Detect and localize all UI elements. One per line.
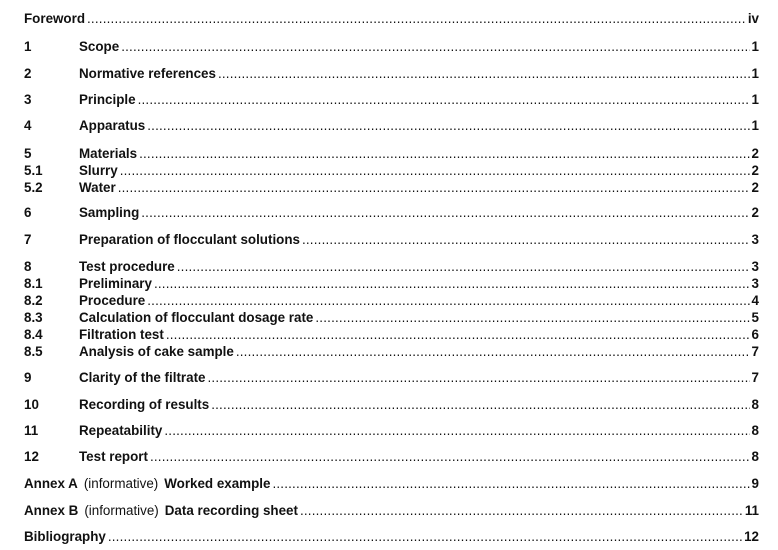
toc-entry-test-report[interactable] — [24, 449, 759, 465]
toc-entry-page: 3 — [751, 232, 759, 247]
toc-entry-clarity[interactable] — [24, 370, 759, 386]
toc-entry-calculation[interactable] — [24, 310, 759, 326]
toc-entry-number: 5.2 — [24, 180, 43, 195]
toc-entry-analysis[interactable] — [24, 344, 759, 360]
toc-entry-title: Repeatability — [79, 423, 163, 438]
toc-leader-dots — [154, 276, 750, 292]
toc-entry-page: 12 — [744, 529, 759, 544]
toc-entry-title: Materials — [79, 146, 138, 161]
toc-entry-normative-references[interactable] — [24, 66, 759, 82]
toc-leader-dots — [87, 11, 746, 27]
toc-entry-number: 11 — [24, 423, 39, 438]
toc-entry-number: 5.1 — [24, 163, 43, 178]
toc-entry-number: 12 — [24, 449, 39, 464]
toc-leader-dots — [150, 449, 750, 465]
toc-leader-dots — [138, 92, 750, 108]
toc-entry-title: Test report — [79, 449, 148, 464]
toc-entry-materials[interactable] — [24, 146, 759, 162]
toc-entry-bibliography[interactable] — [24, 529, 759, 545]
toc-entry-foreword[interactable] — [24, 11, 759, 27]
toc-leader-dots — [272, 476, 749, 492]
toc-entry-page: 1 — [751, 92, 759, 107]
toc-leader-dots — [208, 370, 750, 386]
toc-leader-dots — [218, 66, 750, 82]
toc-entry-slurry[interactable] — [24, 163, 759, 179]
toc-entry-filtration-test[interactable] — [24, 327, 759, 343]
toc-entry-annex-b[interactable] — [24, 503, 759, 519]
toc-leader-dots — [177, 259, 750, 275]
toc-entry-page: 8 — [751, 423, 759, 438]
toc-leader-dots — [108, 529, 742, 545]
toc-entry-page: 3 — [751, 276, 759, 291]
toc-entry-number: 8.5 — [24, 344, 43, 359]
annex-label: Annex B — [24, 503, 79, 518]
toc-entry-number: 8.4 — [24, 327, 43, 342]
toc-entry-number: 3 — [24, 92, 32, 107]
toc-leader-dots — [118, 180, 750, 196]
toc-entry-page: iv — [747, 11, 759, 26]
toc-entry-title: Recording of results — [79, 397, 210, 412]
toc-entry-page: 2 — [751, 163, 759, 178]
toc-entry-page: 4 — [751, 293, 759, 308]
toc-leader-dots — [139, 146, 749, 162]
toc-entry-preparation[interactable] — [24, 232, 759, 248]
toc-leader-dots — [300, 503, 743, 519]
toc-entry-preliminary[interactable] — [24, 276, 759, 292]
toc-entry-title: Preparation of flocculant solutions — [79, 232, 300, 247]
toc-entry-page: 7 — [751, 344, 759, 359]
toc-entry-recording[interactable] — [24, 397, 759, 413]
toc-entry-apparatus[interactable] — [24, 118, 759, 134]
toc-entry-title: Worked example — [164, 476, 271, 491]
toc-entry-number: 8 — [24, 259, 32, 274]
toc-entry-page: 2 — [751, 205, 759, 220]
toc-entry-page: 2 — [751, 180, 759, 195]
toc-entry-title: Slurry — [79, 163, 118, 178]
annex-note: (informative) — [83, 476, 159, 491]
toc-entry-page: 2 — [751, 146, 759, 161]
toc-entry-water[interactable] — [24, 180, 759, 196]
toc-entry-page: 5 — [751, 310, 759, 325]
toc-entry-procedure[interactable] — [24, 293, 759, 309]
toc-leader-dots — [120, 163, 750, 179]
toc-entry-title: Analysis of cake sample — [79, 344, 234, 359]
toc-entry-title: Calculation of flocculant dosage rate — [79, 310, 314, 325]
toc-entry-repeatability[interactable] — [24, 423, 759, 439]
toc-entry-title: Normative references — [79, 66, 216, 81]
toc-entry-number: 9 — [24, 370, 32, 385]
toc-leader-dots — [302, 232, 750, 248]
toc-entry-principle[interactable] — [24, 92, 759, 108]
toc-entry-title: Data recording sheet — [164, 503, 298, 518]
toc-entry-title: Preliminary — [79, 276, 152, 291]
toc-leader-dots — [121, 39, 749, 55]
toc-leader-dots — [315, 310, 749, 326]
toc-entry-title: Bibliography — [24, 529, 106, 544]
annex-note: (informative) — [84, 503, 159, 518]
toc-entry-page: 1 — [751, 118, 759, 133]
toc-entry-number: 8.2 — [24, 293, 43, 308]
toc-leader-dots — [147, 293, 749, 309]
toc-entry-title: Foreword — [24, 11, 86, 26]
toc-entry-number: 8.1 — [24, 276, 43, 291]
toc-entry-annex-a[interactable] — [24, 476, 759, 492]
toc-entry-page: 1 — [751, 39, 759, 54]
toc-entry-number: 5 — [24, 146, 32, 161]
toc-leader-dots — [147, 118, 749, 134]
toc-entry-page: 6 — [751, 327, 759, 342]
toc-leader-dots — [166, 327, 750, 343]
toc-entry-number: 1 — [24, 39, 32, 54]
toc-entry-title: Clarity of the filtrate — [79, 370, 206, 385]
toc-entry-title: Water — [79, 180, 116, 195]
toc-entry-number: 6 — [24, 205, 32, 220]
toc-leader-dots — [141, 205, 749, 221]
toc-entry-sampling[interactable] — [24, 205, 759, 221]
toc-entry-scope[interactable] — [24, 39, 759, 55]
toc-leader-dots — [164, 423, 749, 439]
toc-entry-number: 8.3 — [24, 310, 43, 325]
toc-entry-test-procedure[interactable] — [24, 259, 759, 275]
toc-entry-page: 8 — [751, 449, 759, 464]
toc-entry-page: 8 — [751, 397, 759, 412]
toc-entry-title: Apparatus — [79, 118, 146, 133]
toc-entry-number: 2 — [24, 66, 32, 81]
toc-entry-title: Procedure — [79, 293, 146, 308]
toc-entry-page: 9 — [751, 476, 759, 491]
toc-entry-page: 11 — [744, 503, 759, 518]
toc-entry-number: 7 — [24, 232, 32, 247]
toc-entry-title: Filtration test — [79, 327, 164, 342]
toc-entry-page: 7 — [751, 370, 759, 385]
toc-entry-title: Scope — [79, 39, 120, 54]
toc-entry-number: 10 — [24, 397, 39, 412]
toc-entry-title: Sampling — [79, 205, 140, 220]
toc-leader-dots — [211, 397, 749, 413]
annex-label: Annex A — [24, 476, 78, 491]
toc-entry-number: 4 — [24, 118, 32, 133]
toc-entry-page: 1 — [751, 66, 759, 81]
toc-entry-title: Test procedure — [79, 259, 175, 274]
toc-leader-dots — [236, 344, 750, 360]
toc-entry-title: Principle — [79, 92, 136, 107]
toc-entry-page: 3 — [751, 259, 759, 274]
